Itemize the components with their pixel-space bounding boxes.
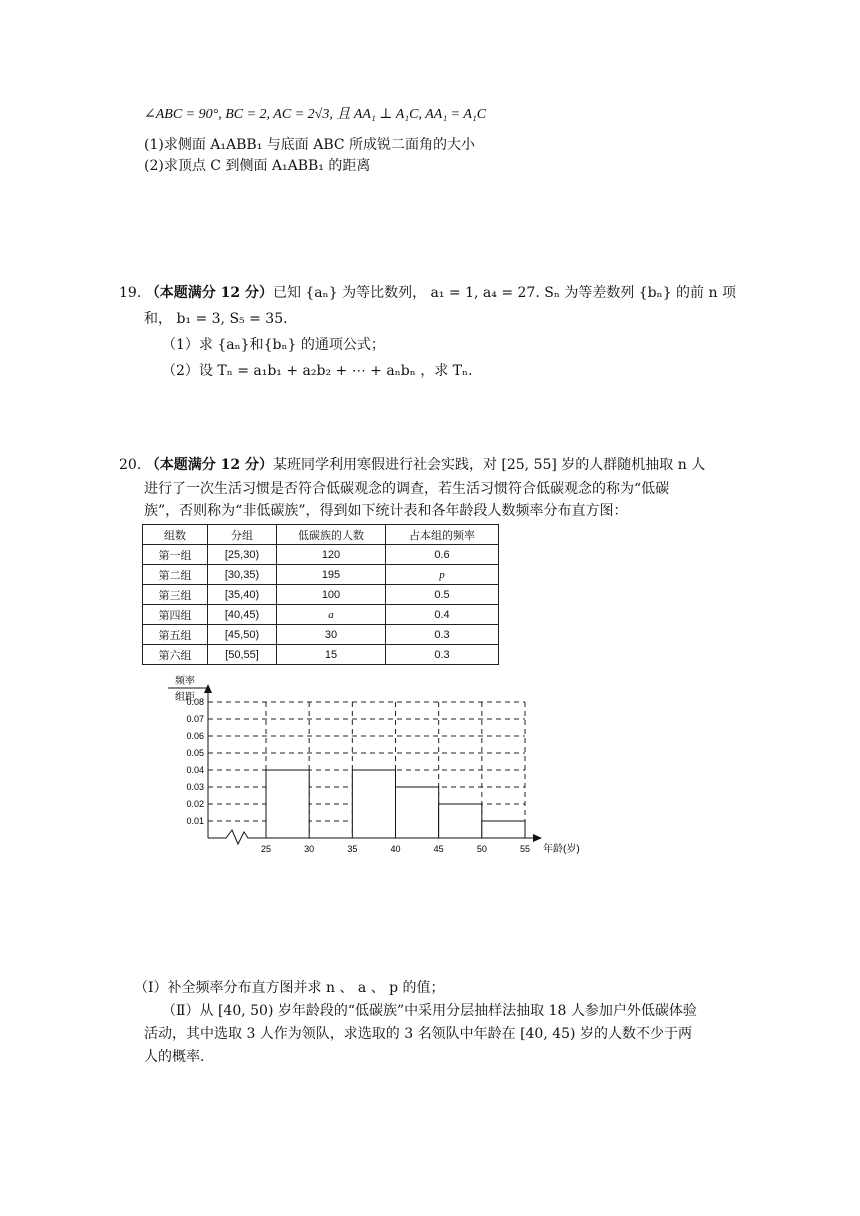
y-tick-label: 0.05 [186, 748, 204, 758]
y-tick-label: 0.01 [186, 816, 204, 826]
table-cell: 15 [277, 645, 386, 665]
table-cell: [50,55] [208, 645, 277, 665]
stats-table [142, 524, 499, 665]
table-header-cell: 组数 [143, 525, 208, 545]
table-cell: 第六组 [143, 645, 208, 665]
bars [266, 770, 525, 838]
ylabel-top: 频率 [175, 676, 195, 687]
y-ticks [186, 697, 204, 826]
ylabel-bottom: 组距 [175, 692, 195, 703]
y-tick-label: 0.07 [186, 714, 204, 724]
q20-part2-line2: 活动，其中选取 3 人作为领队，求选取的 3 名领队中年龄在 [40, 45) 岁的人数不少于两 [144, 1026, 692, 1042]
q20-line1 [119, 454, 705, 476]
x-axis-arrow [533, 834, 542, 842]
histogram-bar [352, 770, 395, 838]
q19-stem1: 已知 {aₙ} 为等比数列， a₁ = 1, a₄ = 27. Sₙ 为等差数列 {bₙ} 的前 n 项 [272, 285, 736, 301]
table-cell: 第三组 [143, 585, 208, 605]
table-cell: 0.4 [386, 605, 499, 625]
y-tick-label: 0.02 [186, 799, 204, 809]
table-cell: 第二组 [143, 565, 208, 585]
table-row [143, 545, 499, 565]
table-cell: [35,40) [208, 585, 277, 605]
table-cell: [30,35) [208, 565, 277, 585]
q20-part2-line1: （Ⅱ）从 [40, 50) 岁年龄段的“低碳族”中采用分层抽样法抽取 18 人参加户外低碳体验 [162, 1003, 697, 1019]
x-tick-label: 45 [433, 844, 444, 854]
y-tick-label: 0.03 [186, 782, 204, 792]
x-tick-label: 35 [347, 844, 358, 854]
y-tick-label: 0.06 [186, 731, 204, 741]
q19-score: （本题满分 12 分） [145, 285, 273, 301]
table-header-cell: 分组 [208, 525, 277, 545]
x-tick-label: 30 [304, 844, 315, 854]
x-tick-label: 50 [476, 844, 487, 854]
table-row [143, 585, 499, 605]
table-cell: p [386, 565, 499, 585]
histogram-bar [482, 821, 525, 838]
q20-score: （本题满分 12 分） [145, 457, 273, 473]
x-tick-label: 55 [519, 844, 531, 854]
table-row [143, 565, 499, 585]
y-tick-label: 0.08 [186, 697, 204, 707]
table-row [143, 645, 499, 665]
histogram-bar [396, 787, 439, 838]
q20-line3: 族”，否则称为“非低碳族”，得到如下统计表和各年龄段人数频率分布直方图： [144, 503, 628, 519]
table-row [143, 605, 499, 625]
q18-part1: (1)求侧面 A₁ABB₁ 与底面 ABC 所成锐二面角的大小 [144, 137, 476, 153]
frequency-histogram [150, 672, 610, 862]
q19-number: 19. [119, 285, 142, 301]
q18-part2: (2)求顶点 C 到侧面 A₁ABB₁ 的距离 [144, 158, 371, 174]
table-cell: 0.3 [386, 625, 499, 645]
table-cell: 0.3 [386, 645, 499, 665]
x-tick-label: 40 [390, 844, 401, 854]
y-tick-label: 0.04 [186, 765, 204, 775]
q19-stem-line1 [119, 282, 736, 304]
q18-given: ∠ABC = 90°, BC = 2, AC = 2√3, 且 AA₁ ⊥ A₁C, AA₁ = A₁C [144, 107, 487, 122]
q20-number: 20. [119, 457, 142, 473]
x-ticks [261, 844, 530, 854]
q20-part1: （Ⅰ）补全频率分布直方图并求 n 、 a 、 p 的值； [134, 980, 445, 996]
table-cell: 0.5 [386, 585, 499, 605]
table-header-cell: 低碳族的人数 [277, 525, 386, 545]
table-cell: a [277, 605, 386, 625]
table-cell: 120 [277, 545, 386, 565]
histogram-bar [266, 770, 309, 838]
table-row [143, 625, 499, 645]
q20-line2: 进行了一次生活习惯是否符合低碳观念的调查，若生活习惯符合低碳观念的称为“低碳 [144, 481, 670, 497]
table-cell: 第五组 [143, 625, 208, 645]
table-cell: 第一组 [143, 545, 208, 565]
q19-part1: （1）求 {aₙ}和{bₙ} 的通项公式； [162, 337, 385, 353]
table-cell: 195 [277, 565, 386, 585]
table-cell: 第四组 [143, 605, 208, 625]
table-cell: [25,30) [208, 545, 277, 565]
q20-text1: 某班同学利用寒假进行社会实践，对 [25, 55] 岁的人群随机抽取 n 人 [272, 457, 706, 473]
histogram-bar [439, 804, 482, 838]
table-cell: [45,50) [208, 625, 277, 645]
q19-part2: （2）设 Tₙ = a₁b₁ + a₂b₂ + ⋯ + aₙbₙ ，求 Tₙ. [162, 363, 473, 379]
q19-stem-line2: 和， b₁ = 3, S₅ = 35. [144, 311, 288, 327]
table-cell: 30 [277, 625, 386, 645]
table-cell: [40,45) [208, 605, 277, 625]
table-header-row [143, 525, 499, 545]
xlabel: 年龄(岁) [543, 844, 580, 855]
table-header-cell: 占本组的频率 [386, 525, 499, 545]
q20-part2-line3: 人的概率. [144, 1049, 205, 1065]
table-cell: 100 [277, 585, 386, 605]
table-cell: 0.6 [386, 545, 499, 565]
x-tick-label: 25 [260, 844, 272, 854]
